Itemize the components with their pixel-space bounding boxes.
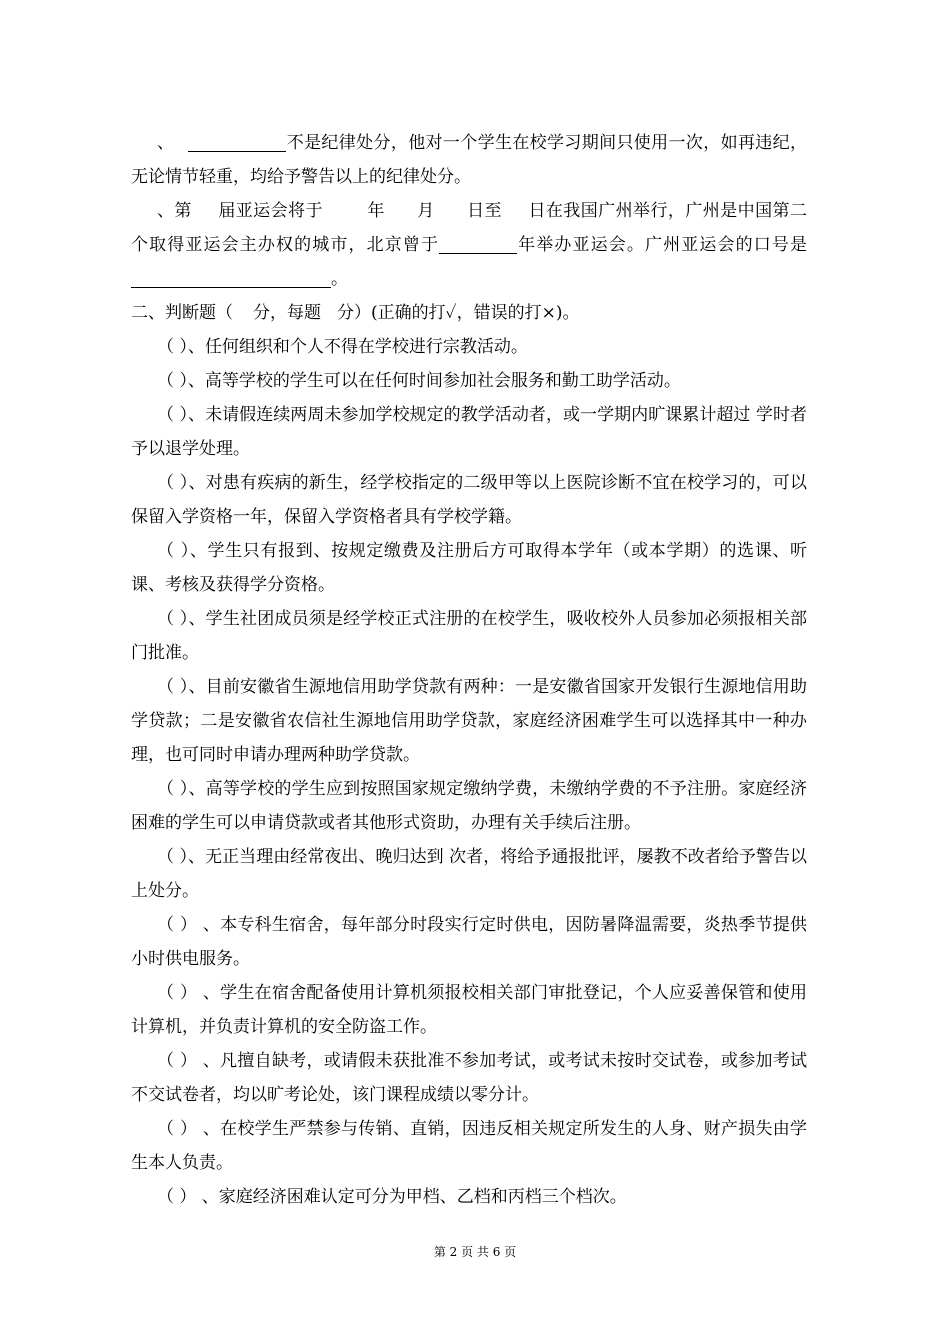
tf-item: （ ）、高等学校的学生应到按照国家规定缴纳学费，未缴纳学费的不予注册。家庭经济困难的学生可以申请贷款或者其他形式资助，办理有关手续后注册。 (131, 779, 807, 833)
q2-text-b: 届亚运会将于 (217, 201, 323, 221)
q1-prefix: 、 (157, 133, 175, 153)
section-heading-c: 分）(正确的打✓，错误的打×)。 (337, 303, 580, 323)
fill-blank-question-1 (131, 126, 807, 194)
tf-item: （ ）、未请假连续两周未参加学校规定的教学活动者，或一学期内旷课累计超过 学时者予以退学处理。 (131, 405, 807, 459)
tf-item: （ ）、对患有疾病的新生，经学校指定的二级甲等以上医院诊断不宜在校学习的，可以保留入学资格一年，保留入学资格者具有学校学籍。 (131, 473, 807, 527)
answer-blank (131, 265, 331, 288)
tf-item: （ ） 、学生在宿舍配备使用计算机须报校相关部门审批登记，个人应妥善保管和使用计算机，并负责计算机的安全防盗工作。 (131, 983, 807, 1037)
q2-text-e: 日至 (466, 201, 502, 221)
q2-text-f: 日在我国广州举行，广州是中国第二个取得亚运会主办权的城市，北京曾于 (131, 201, 807, 255)
page-content (131, 126, 807, 1214)
tf-item: （ ）、目前安徽省生源地信用助学贷款有两种：一是安徽省国家开发银行生源地信用助学贷款；二是安徽省农信社生源地信用助学贷款，家庭经济困难学生可以选择其中一种办理，也可同时申请办理两种助学贷款。 (131, 677, 807, 765)
tf-item: （ ）、学生只有报到、按规定缴费及注册后方可取得本学年（或本学期）的选课、听课、考核及获得学分资格。 (131, 541, 807, 595)
answer-blank (188, 129, 286, 152)
q2-text-d: 月 (416, 201, 435, 221)
q1-text: 不是纪律处分，他对一个学生在校学习期间只使用一次，如再违纪，无论情节轻重，均给予警告以上的纪律处分。 (131, 133, 808, 187)
q2-text-h: 。 (331, 269, 348, 289)
section-heading-b: 分，每题 (253, 303, 321, 323)
q2-text-c: 年 (366, 201, 385, 221)
q2-text-g: 年举办亚运会。广州亚运会的口号是 (517, 235, 808, 255)
tf-item: （ ） 、在校学生严禁参与传销、直销，因违反相关规定所发生的人身、财产损失由学生本人负责。 (131, 1119, 807, 1173)
tf-item: （ ）、学生社团成员须是经学校正式注册的在校学生，吸收校外人员参加必须报相关部门批准。 (131, 609, 807, 663)
fill-blank-question-2 (131, 194, 807, 296)
tf-item: （ ） 、本专科生宿舍，每年部分时段实行定时供电，因防暑降温需要，炎热季节提供 小时供电服务。 (131, 915, 807, 969)
tf-item: （ ） 、家庭经济困难认定可分为甲档、乙档和丙档三个档次。 (157, 1187, 627, 1207)
tf-item: （ ）、高等学校的学生可以在任何时间参加社会服务和勤工助学活动。 (157, 371, 681, 391)
tf-item: （ ）、任何组织和个人不得在学校进行宗教活动。 (157, 337, 528, 357)
tf-item: （ ） 、凡擅自缺考，或请假未获批准不参加考试，或考试未按时交试卷，或参加考试不交试卷者，均以旷考论处，该门课程成绩以零分计。 (131, 1051, 807, 1105)
section-heading-a: 二、判断题（ (131, 303, 233, 323)
tf-item: （ ）、无正当理由经常夜出、晚归达到 次者，将给予通报批评，屡教不改者给予警告以上处分。 (131, 847, 807, 901)
page-number-footer: 第 2 页 共 6 页 (433, 1245, 517, 1259)
answer-blank (439, 231, 517, 254)
q2-text-a: 、第 (157, 201, 192, 221)
section-heading (131, 296, 807, 330)
